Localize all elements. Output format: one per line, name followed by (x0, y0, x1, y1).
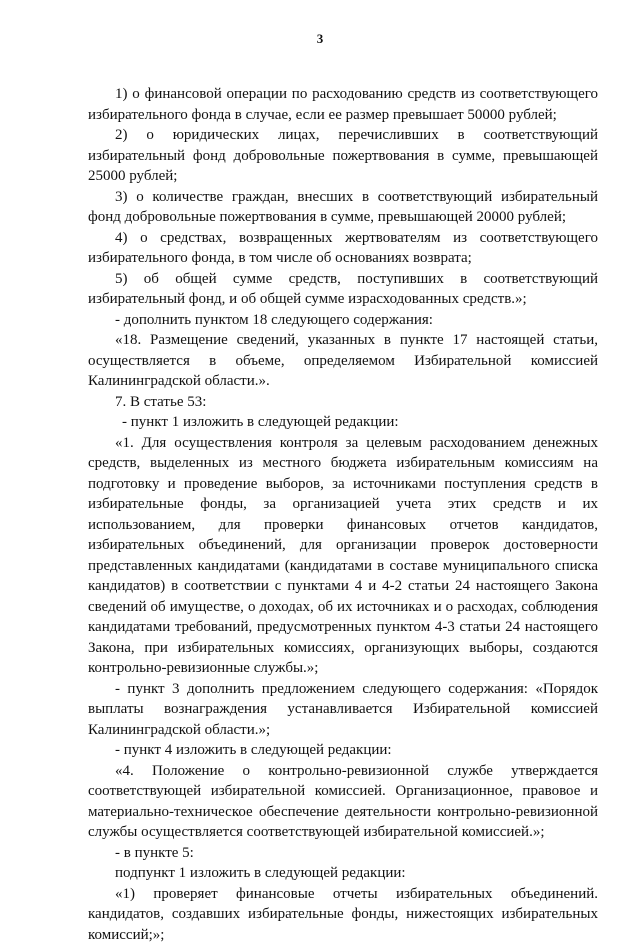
paragraph-item-1: 1) о финансовой операции по расходованию средств из соответствующего избирательного фонда в случае, если ее размер превышает 50000 рублей; (88, 84, 598, 125)
paragraph-item-2: 2) о юридических лицах, перечисливших в соответствующий избирательный фонд добровольные пожертвования в сумме, превышающей 25000 рублей; (88, 125, 598, 187)
paragraph-subpoint-1-text: «1) проверяет финансовые отчеты избирательных объединений. кандидатов, создавших избирательные фонды, нижестоящих избирательных комиссий;»; (88, 884, 598, 945)
paragraph-subpoint-1-amendment: подпункт 1 изложить в следующей редакции: (88, 863, 598, 884)
paragraph-item-5: 5) об общей сумме средств, поступивших в соответствующий избирательный фонд, и об общей сумме израсходованных средств.»; (88, 269, 598, 310)
paragraph-amendment-point-3: - пункт 3 дополнить предложением следующего содержания: «Порядок выплаты вознаграждения устанавливается Избирательной комиссией Калининградской области.»; (88, 679, 598, 741)
paragraph-amendment-point-1: - пункт 1 изложить в следующей редакции: (88, 412, 598, 433)
paragraph-article-53: 7. В статье 53: (88, 392, 598, 413)
paragraph-point-18: «18. Размещение сведений, указанных в пункте 17 настоящей статьи, осуществляется в объеме, определяемом Избирательной комиссией Калининградской области.». (88, 330, 598, 392)
paragraph-point-4-text: «4. Положение о контрольно-ревизионной службе утверждается соответствующей избирательной комиссией. Организационное, правовое и материально-техническое обеспечение деятельности контрольно-ревизионной службы осуществляется соответствующей избирательной комиссией.»; (88, 761, 598, 843)
paragraph-item-3: 3) о количестве граждан, внесших в соответствующий избирательный фонд добровольные пожертвования в сумме, превышающей 20000 рублей; (88, 187, 598, 228)
paragraph-amendment-point-4: - пункт 4 изложить в следующей редакции: (88, 740, 598, 761)
paragraph-item-4: 4) о средствах, возвращенных жертвователям из соответствующего избирательного фонда, в том числе об основаниях возврата; (88, 228, 598, 269)
document-body (88, 84, 598, 945)
paragraph-amendment-point-5: - в пункте 5: (88, 843, 598, 864)
page-number: 3 (0, 31, 640, 47)
paragraph-point-1-text: «1. Для осуществления контроля за целевым расходованием денежных средств, выделенных из местного бюджета избирательным комиссиям на подготовку и проведение выборов, за источниками поступления средств в избирательные фонды, за организацией учета этих средств и их использованием, для проверки финансовых отчетов кандидатов, избирательных объединений, для организации проверок достоверности представленных кандидатами (кандидатами в составе муниципального списка кандидатов) в соответствии с пунктами 4 и 4-2 статьи 24 настоящего Закона сведений об имуществе, о доходах, об их источниках и о расходах, соблюдения кандидатами требований, предусмотренных пунктом 4-3 статьи 24 настоящего Закона, при избирательных комиссиях, организующих выборы, создаются контрольно-ревизионные службы.»; (88, 433, 598, 679)
paragraph-amendment-add-18: - дополнить пунктом 18 следующего содержания: (88, 310, 598, 331)
